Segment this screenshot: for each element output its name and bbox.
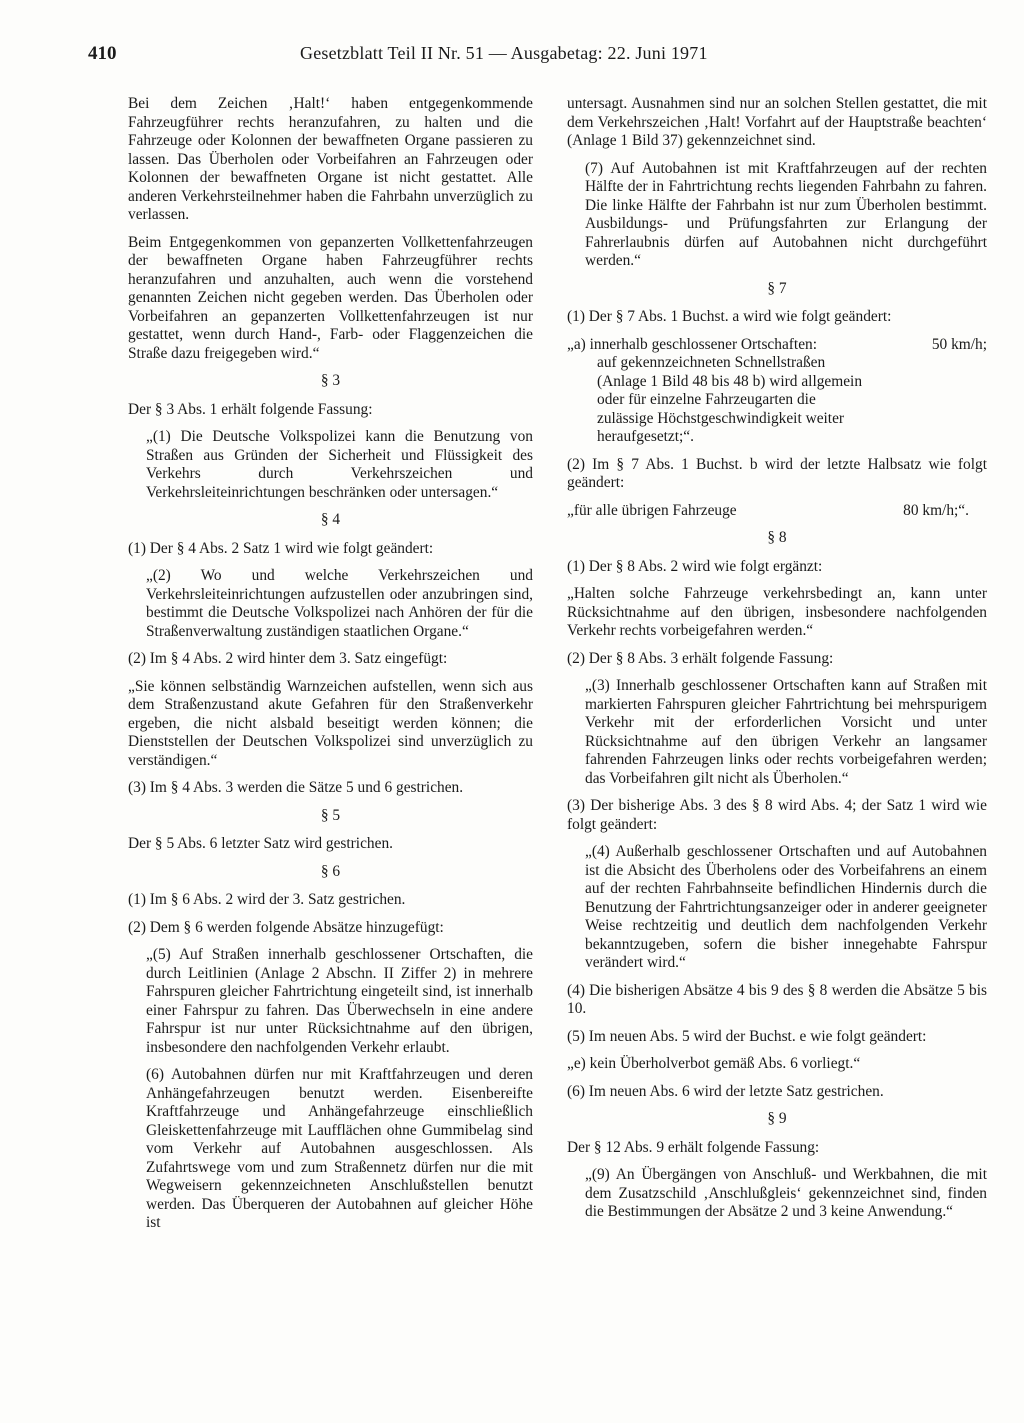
paragraph: (1) Der § 8 Abs. 2 wird wie folgt ergänzt: xyxy=(567,557,823,575)
quoted-text: auf gekennzeichneten Schnellstraßen (Anlage 1 Bild 48 bis 48 b) wird allgemein oder für einzelne Fahrzeugarten die zulässige Höchstgeschwindigkeit weiter heraufgesetzt;“. xyxy=(597,354,863,445)
paragraph: (2) Dem § 6 werden folgende Absätze hinzugefügt: xyxy=(128,918,444,936)
quoted-text: „(4) Außerhalb geschlossener Ortschaften und auf Autobahnen ist die Absicht des Überholens oder des Vorbeifahrens an einem auf der rechten Fahrbahnseite befindlichen Hindernis durch die Benutzung der Fahrtrichtungsanzeiger oder in anderer geeigneter Weise rechtzeitig und deutlich dem nachfolgenden Verkehr bekanntzugeben, sofern die bisher innegehabte Fahrspur verändert wird.“ xyxy=(585,843,987,971)
paragraph: Der § 5 Abs. 6 letzter Satz wird gestrichen. xyxy=(128,835,393,852)
quoted-text: „(2) Wo und welche Verkehrszeichen und Verkehrsleiteinrichtungen aufzustellen oder anzubringen sind, bestimmt die Deutsche Volkspolizei nach Anhören der für die Straßenverwaltung zuständigen staatlichen Organe.“ xyxy=(146,567,533,640)
page-number: 410 xyxy=(88,43,117,64)
section-heading-9: § 9 xyxy=(767,1110,787,1127)
section-heading-3: § 3 xyxy=(320,372,341,389)
paragraph: untersagt. Ausnahmen sind nur an solchen Stellen gestattet, die mit dem Verkehrszeichen ‚Halt! Vorfahrt auf der Hauptstraße beachten‘ (Anlage 1 Bild 37) gekennzeichnet sind. xyxy=(567,95,987,149)
paragraph: (5) Im neuen Abs. 5 wird der Buchst. e wie folgt geändert: xyxy=(567,1027,927,1045)
section-heading-5: § 5 xyxy=(320,806,341,824)
section-heading-8: § 8 xyxy=(767,529,787,546)
speed-limit-row xyxy=(567,336,987,355)
paragraph: Der § 3 Abs. 1 erhält folgende Fassung: xyxy=(128,400,373,418)
quoted-text: „Halten solche Fahrzeuge verkehrsbedingt an, kann unter Rücksichtnahme auf den übrigen, insbesondere nachfolgenden Verkehr rechts vorbeigefahren werden.“ xyxy=(567,585,987,639)
paragraph: Bei dem Zeichen ‚Halt!‘ haben entgegenkommende Fahrzeugführer rechts heranzufahren, zu halten und die Fahrzeuge oder Kolonnen der bewaffneten Organe passieren zu lassen. Das Überholen oder Vorbeifahren an Fahrzeugen oder Kolonnen der bewaffneten Organe ist nicht gestattet. Alle anderen Verkehrsteilnehmer haben die Fahrbahn unverzüglich zu verlassen. xyxy=(128,95,533,223)
paragraph: Der § 12 Abs. 9 erhält folgende Fassung: xyxy=(567,1138,820,1156)
section-heading-6: § 6 xyxy=(320,862,341,880)
paragraph: (3) Im § 4 Abs. 3 werden die Sätze 5 und 6 gestrichen. xyxy=(128,779,464,796)
section-heading-4: § 4 xyxy=(320,511,341,528)
quoted-text: „e) kein Überholverbot gemäß Abs. 6 vorliegt.“ xyxy=(567,1055,861,1072)
quoted-text: „(5) Auf Straßen innerhalb geschlossener Ortschaften, die durch Leitlinien (Anlage 2 Abschn. II Ziffer 2) in mehrere Fahrspuren gleicher Fahrtrichtung eingeteilt sind, ist innerhalb einer Fahrspur zu fahren. Das Überwechseln in eine andere Fahrspur ist nur unter Rücksichtnahme auf den übrigen, insbesondere den nachfolgenden Verkehr erlaubt. xyxy=(146,946,533,1056)
speed-limit-value: 50 km/h; xyxy=(931,335,987,353)
quoted-text: „(3) Innerhalb geschlossener Ortschaften kann auf Straßen mit markierten Fahrspuren gleicher Fahrtrichtung bei mehrspurigem Verkehr mit der erforderlichen Vorsicht und unter Rücksichtnahme auf den übrigen Verkehr an langsamer fahrenden Fahrzeugen links oder rechts vorbeigefahren werden; das Vorbeifahren gilt nicht als Überholen.“ xyxy=(585,677,987,787)
paragraph: (2) Im § 7 Abs. 1 Buchst. b wird der letzte Halbsatz wie folgt geändert: xyxy=(567,455,987,491)
speed-limit-label: „a) innerhalb geschlossener Ortschaften: xyxy=(567,335,817,353)
quoted-text: „Sie können selbständig Warnzeichen aufstellen, wenn sich aus dem Straßenzustand akute Gefahren für den Straßenverkehr ergeben, die nicht alsbald beseitigt werden können; die Dienststellen der Deutschen Volkspolizei sind unverzüglich zu verständigen.“ xyxy=(128,677,533,769)
left-column xyxy=(128,95,533,1242)
paragraph: (1) Der § 4 Abs. 2 Satz 1 wird wie folgt geändert: xyxy=(128,539,434,557)
paragraph: (7) Auf Autobahnen ist mit Kraftfahrzeugen auf der rechten Hälfte der in Fahrtrichtung rechts liegenden Fahrbahn zu fahren. Die linke Hälfte der Fahrbahn ist nur zum Überholen bestimmt. Ausbildungs- und Prüfungsfahrten zur Erlangung der Fahrerlaubnis dürfen auf Autobahnen nicht durchgeführt werden.“ xyxy=(585,159,987,269)
quoted-text: (6) Autobahnen dürfen nur mit Kraftfahrzeugen und deren Anhängefahrzeugen benutzt werden. Eisenbereifte Kraftfahrzeuge und Anhängefahrzeuge einschließlich Gleiskettenfahrzeuge mit Laufflächen ohne Gummibelag sind vom Verkehr auf Autobahnen ausgeschlossen. Als Zufahrtswege vom und zum Straßennetz dürfen nur die mit Wegweisern gekennzeichneten Anschlußstellen benutzt werden. Das Überqueren der Autobahnen auf gleicher Höhe ist xyxy=(146,1066,533,1231)
paragraph: (2) Der § 8 Abs. 3 erhält folgende Fassung: xyxy=(567,649,834,667)
right-column xyxy=(567,95,987,1231)
quoted-text: „(1) Die Deutsche Volkspolizei kann die Benutzung von Straßen aus Gründen der Sicherheit und Flüssigkeit des Verkehrs durch Verkehrszeichen und Verkehrsleiteinrichtungen beschränken oder untersagen.“ xyxy=(146,428,533,501)
paragraph: (2) Im § 4 Abs. 2 wird hinter dem 3. Satz eingefügt: xyxy=(128,650,448,667)
paragraph: (4) Die bisherigen Absätze 4 bis 9 des § 8 werden die Absätze 5 bis 10. xyxy=(567,981,987,1017)
paragraph: Beim Entgegenkommen von gepanzerten Vollkettenfahrzeugen der bewaffneten Organe haben Fahrzeugführer rechts heranzufahren und anzuhalten, auch wenn die vorstehend genannten Zeichen nicht gegeben werden. Das Überholen oder Vorbeifahren an gepanzerten Vollkettenfahrzeugen ist nur gestattet, wenn durch Hand-, Farb- oder Flaggenzeichen die Straße dazu freigegeben wird.“ xyxy=(128,233,533,362)
paragraph: (6) Im neuen Abs. 6 wird der letzte Satz gestrichen. xyxy=(567,1082,884,1100)
running-head: Gesetzblatt Teil II Nr. 51 — Ausgabetag: 22. Juni 1971 xyxy=(300,43,708,63)
speed-limit-value: 80 km/h;“. xyxy=(903,501,969,519)
speed-limit-row xyxy=(567,502,987,521)
quoted-text: „(9) An Übergängen von Anschluß- und Werkbahnen, die mit dem Zusatzschild ‚Anschlußgleis‘ gekennzeichnet sind, finden die Bestimmungen der Absätze 2 und 3 keine Anwendung.“ xyxy=(585,1166,987,1220)
paragraph: (1) Der § 7 Abs. 1 Buchst. a wird wie folgt geändert: xyxy=(567,308,892,325)
paragraph: (3) Der bisherige Abs. 3 des § 8 wird Abs. 4; der Satz 1 wird wie folgt geändert: xyxy=(567,797,987,833)
section-heading-7: § 7 xyxy=(767,279,787,297)
speed-limit-label: „für alle übrigen Fahrzeuge xyxy=(567,501,737,519)
paragraph: (1) Im § 6 Abs. 2 wird der 3. Satz gestrichen. xyxy=(128,891,406,908)
